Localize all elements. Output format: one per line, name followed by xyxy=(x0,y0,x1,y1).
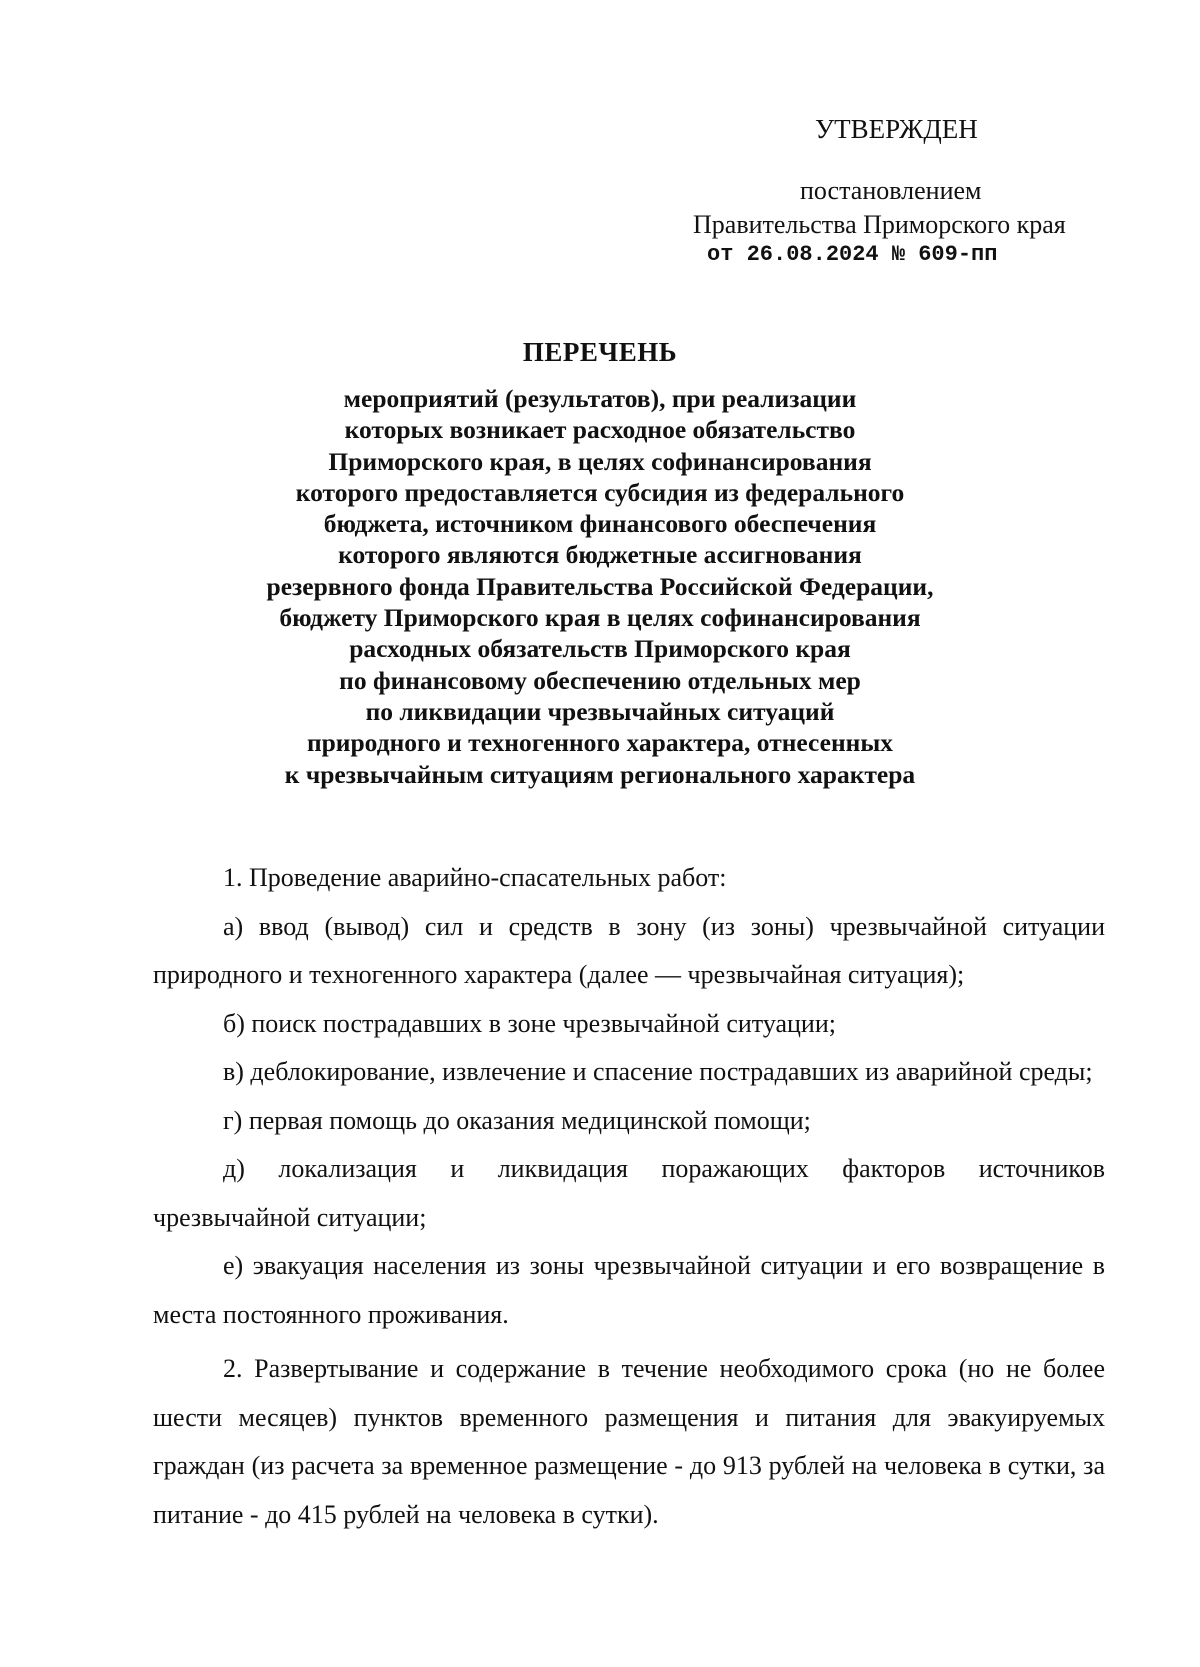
subtitle-line: бюджета, источником финансового обеспечения xyxy=(323,509,877,539)
approval-government-line: Правительства Приморского края xyxy=(693,210,1066,239)
subtitle-line: к чрезвычайным ситуациям регионального характера xyxy=(284,759,916,789)
subtitle-line: мероприятий (результатов), при реализации xyxy=(343,384,857,413)
document-body xyxy=(153,854,1105,1539)
subtitle-line: Приморского края, в целях софинансирования xyxy=(328,446,872,476)
subtitle-line: природного и техногенного характера, отнесенных xyxy=(306,728,894,758)
subtitle-line: расходных обязательств Приморского края xyxy=(349,634,851,664)
item-1d: д) локализация и ликвидация поражающих факторов источников чрезвычайной ситуации; xyxy=(153,1154,1105,1232)
item-1g: г) первая помощь до оказания медицинской помощи; xyxy=(223,1105,811,1135)
item-1e: е) эвакуация населения из зоны чрезвычайной ситуации и его возвращение в места постоянного проживания. xyxy=(153,1251,1105,1329)
subtitle-line: по ликвидации чрезвычайных ситуаций xyxy=(365,696,835,726)
item-2: 2. Развертывание и содержание в течение необходимого срока (но не более шести месяцев) пунктов временного размещения и питания для эвакуируемых граждан (из расчета за временное размещение - до 913 рублей на человека в сутки, за питание - до 415 рублей на человека в сутки). xyxy=(153,1354,1105,1529)
subtitle-line: которого предоставляется субсидия из федерального xyxy=(295,477,905,507)
subtitle-line: которого являются бюджетные ассигнования xyxy=(338,540,862,570)
subtitle-line: резервного фонда Правительства Российской Федерации, xyxy=(266,571,934,601)
item-1v: в) деблокирование, извлечение и спасение пострадавших из аварийной среды; xyxy=(223,1057,1093,1086)
item-1a: а) ввод (вывод) сил и средств в зону (из зоны) чрезвычайной ситуации природного и техногенного характера (далее — чрезвычайная ситуация); xyxy=(153,911,1105,989)
approval-resolution-line: постановлением xyxy=(800,176,982,205)
subtitle-line: бюджету Приморского края в целях софинансирования xyxy=(279,603,921,633)
subtitle-line: которых возникает расходное обязательство xyxy=(344,415,856,445)
item-1-heading: 1. Проведение аварийно-спасательных работ: xyxy=(223,863,727,892)
item-1b: б) поиск пострадавших в зоне чрезвычайной ситуации; xyxy=(223,1008,836,1038)
approval-date-number-line: от 26.08.2024 № 609-пп xyxy=(707,242,998,267)
subtitle-line: по финансовому обеспечению отдельных мер xyxy=(339,665,861,695)
document-title: ПЕРЕЧЕНЬ xyxy=(522,337,678,367)
document-subtitle xyxy=(0,383,1200,790)
approved-heading: УТВЕРЖДЕН xyxy=(815,114,978,144)
